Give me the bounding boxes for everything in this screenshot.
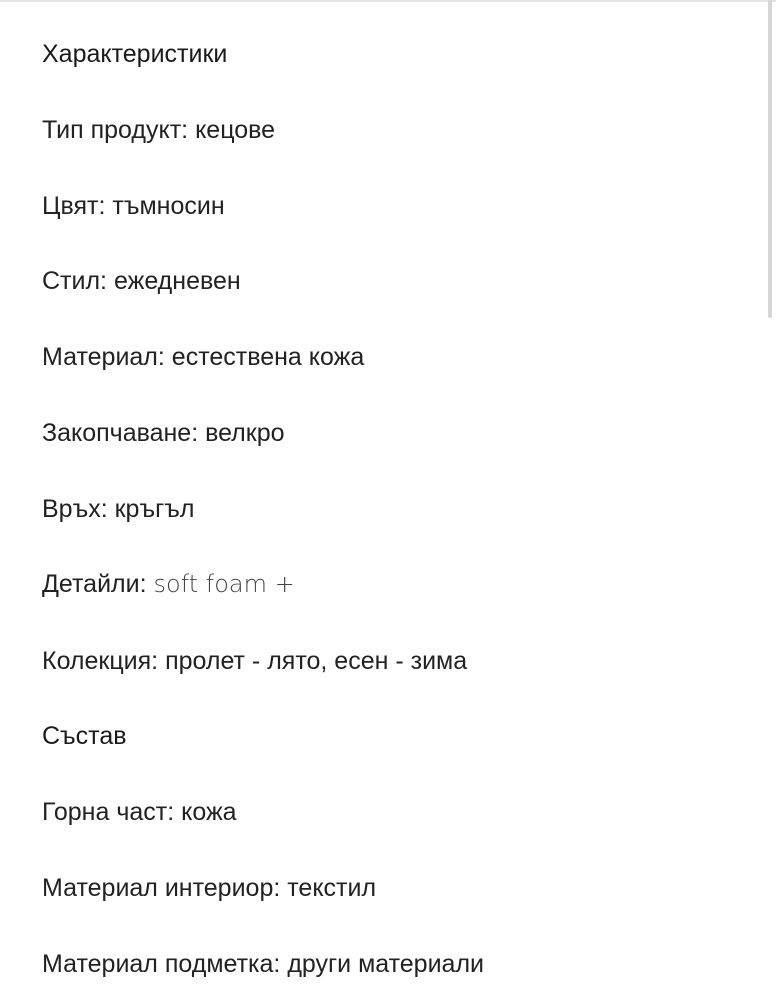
spec-row-fastening bbox=[42, 417, 285, 449]
spec-label: Материал: bbox=[42, 343, 165, 371]
spec-value: естествена кожа bbox=[171, 343, 365, 371]
spec-label: Стил: bbox=[42, 267, 108, 295]
spec-row-color bbox=[42, 190, 225, 222]
spec-label: Материал подметка: bbox=[42, 950, 281, 978]
spec-row-style bbox=[42, 265, 241, 297]
spec-row-product-type bbox=[42, 114, 275, 146]
spec-value: soft foam + bbox=[153, 570, 295, 598]
spec-value: кръгъл bbox=[114, 495, 195, 523]
spec-label: Връх: bbox=[42, 495, 108, 523]
spec-value: велкро bbox=[205, 419, 285, 447]
composition-row-sole bbox=[42, 948, 484, 980]
spec-row-toe bbox=[42, 493, 194, 525]
spec-row-details bbox=[42, 568, 295, 600]
spec-label: Колекция: bbox=[42, 647, 159, 675]
spec-value: текстил bbox=[287, 874, 377, 902]
spec-value: кожа bbox=[181, 798, 237, 826]
spec-value: тъмносин bbox=[112, 192, 225, 220]
spec-value: кецове bbox=[195, 116, 276, 144]
spec-value: други материали bbox=[287, 950, 485, 978]
spec-label: Горна част: bbox=[42, 798, 175, 826]
scrollbar-thumb[interactable] bbox=[768, 0, 772, 318]
spec-label: Материал интериор: bbox=[42, 874, 281, 902]
scrollbar[interactable] bbox=[766, 0, 776, 1000]
spec-row-collection bbox=[42, 645, 467, 677]
composition-row-lining bbox=[42, 872, 376, 904]
characteristics-heading: Характеристики bbox=[42, 40, 228, 68]
spec-value: пролет - лято, есен - зима bbox=[165, 647, 468, 675]
composition-heading: Състав bbox=[42, 722, 127, 750]
spec-label: Тип продукт: bbox=[42, 116, 189, 144]
spec-label: Закопчаване: bbox=[42, 419, 199, 447]
spec-value: ежедневен bbox=[113, 267, 241, 295]
composition-row-upper bbox=[42, 796, 237, 828]
top-divider bbox=[0, 0, 776, 2]
spec-row-material bbox=[42, 341, 364, 373]
spec-label: Цвят: bbox=[42, 192, 106, 220]
spec-label: Детайли: bbox=[42, 570, 147, 598]
